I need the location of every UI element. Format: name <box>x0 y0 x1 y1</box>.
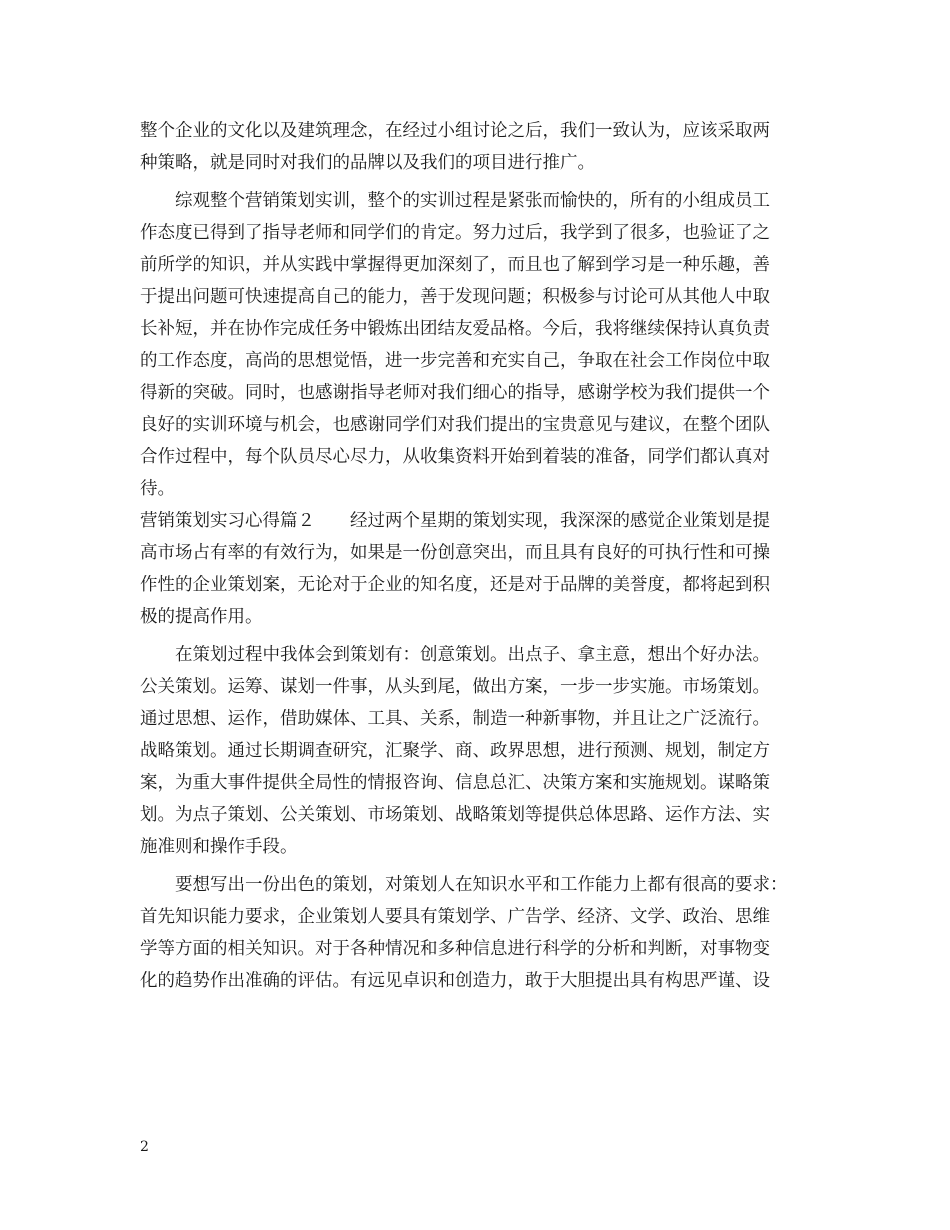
paragraph-1 <box>140 115 812 179</box>
text-line: 划。为点子策划、公关策划、市场策划、战略策划等提供总体思路、运作方法、实 <box>140 805 770 825</box>
text-line: 良好的实训环境与机会，也感谢同学们对我们提出的宝贵意见与建议，在整个团队 <box>140 415 770 435</box>
text-line: 首先知识能力要求，企业策划人要具有策划学、广告学、经济、文学、政治、思维 <box>140 907 770 927</box>
text-line: 极的提高作用。 <box>140 607 263 627</box>
text-line: 要想写出一份出色的策划，对策划人在知识水平和工作能力上都有很高的要求： <box>140 875 788 895</box>
text-line: 于提出问题可快速提高自己的能力，善于发现问题；积极参与讨论可从其他人中取 <box>140 287 770 307</box>
text-line: 得新的突破。同时，也感谢指导老师对我们细心的指导，感谢学校为我们提供一个 <box>140 383 770 403</box>
text-line: 在策划过程中我体会到策划有：创意策划。出点子、拿主意，想出个好办法。 <box>140 645 770 665</box>
paragraph-2 <box>140 185 812 633</box>
text-line: 化的趋势作出准确的评估。有远见卓识和创造力，敢于大胆提出具有构思严谨、设 <box>140 971 770 991</box>
text-line: 通过思想、运作，借助媒体、工具、关系，制造一种新事物，并且让之广泛流行。 <box>140 709 770 729</box>
text-line: 作态度已得到了指导老师和同学们的肯定。努力过后，我学到了很多，也验证了之 <box>140 223 770 243</box>
text-line: 待。 <box>140 479 175 499</box>
text-line: 长补短，并在协作完成任务中锻炼出团结友爱品格。今后，我将继续保持认真负责 <box>140 319 770 339</box>
text-line: 的工作态度，高尚的思想觉悟，进一步完善和充实自己，争取在社会工作岗位中取 <box>140 351 770 371</box>
text-line: 种策略，就是同时对我们的品牌以及我们的项目进行推广。 <box>140 153 595 173</box>
text-line: 整个企业的文化以及建筑理念，在经过小组讨论之后，我们一致认为，应该采取两 <box>140 121 770 141</box>
text-line: 作性的企业策划案，无论对于企业的知名度，还是对于品牌的美誉度，都将起到积 <box>140 575 770 595</box>
paragraph-4 <box>140 869 812 997</box>
text-line: 战略策划。通过长期调查研究，汇聚学、商、政界思想，进行预测、规划，制定方 <box>140 741 770 761</box>
text-line: 综观整个营销策划实训，整个的实训过程是紧张而愉快的，所有的小组成员工 <box>140 191 770 211</box>
text-line: 学等方面的相关知识。对于各种情况和多种信息进行科学的分析和判断，对事物变 <box>140 939 770 959</box>
text-line: 案，为重大事件提供全局性的情报咨询、信息总汇、决策方案和实施规划。谋略策 <box>140 773 770 793</box>
section-heading-line: 营销策划实习心得篇２ 经过两个星期的策划实现，我深深的感觉企业策划是提 <box>140 511 770 531</box>
text-line: 公关策划。运筹、谋划一件事，从头到尾，做出方案，一步一步实施。市场策划。 <box>140 677 770 697</box>
text-line: 高市场占有率的有效行为，如果是一份创意突出，而且具有良好的可执行性和可操 <box>140 543 770 563</box>
page-number: 2 <box>140 1139 149 1155</box>
paragraph-3 <box>140 639 812 863</box>
text-line: 前所学的知识，并从实践中掌握得更加深刻了，而且也了解到学习是一种乐趣，善 <box>140 255 770 275</box>
text-line: 施准则和操作手段。 <box>140 837 298 857</box>
text-line: 合作过程中，每个队员尽心尽力，从收集资料开始到着装的准备，同学们都认真对 <box>140 447 770 467</box>
document-body <box>140 115 812 997</box>
